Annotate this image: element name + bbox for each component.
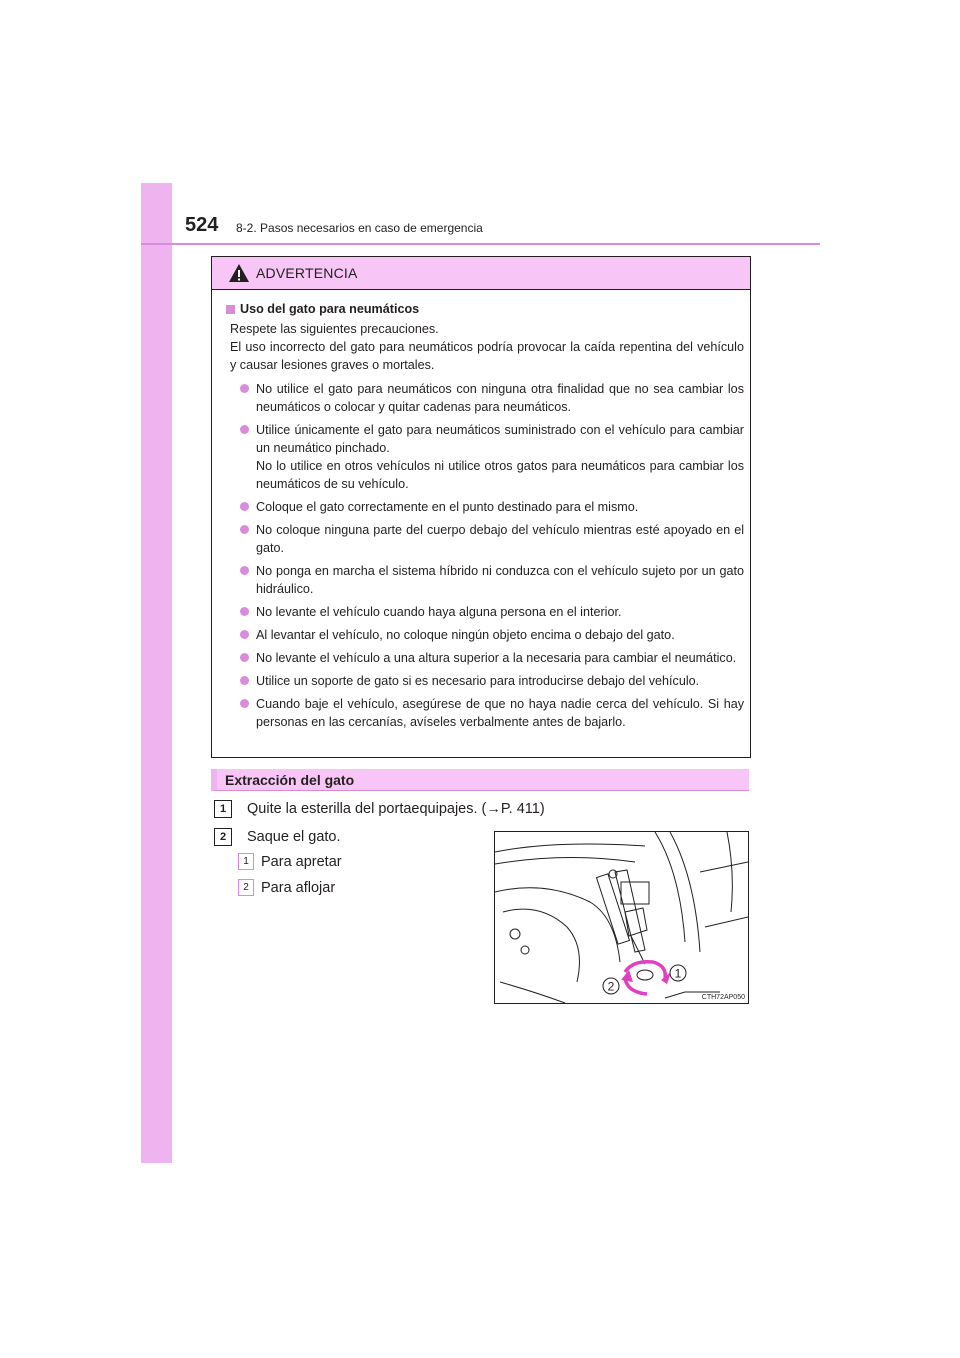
sub-step-text: Para aflojar: [261, 879, 336, 896]
list-item: No utilice el gato para neumáticos con ninguna otra finalidad que no sea cambiar los neumáticos o colocar y quitar cadenas para neumáticos.: [226, 380, 744, 416]
list-item: Utilice únicamente el gato para neumáticos suministrado con el vehículo para cambiar un neumático pinchado. No lo utilice en otros vehículos ni utilice otros gatos para neumáticos para cambiar los neumáticos de su vehículo.: [226, 421, 744, 493]
bullet-icon: [240, 676, 249, 685]
sub-step-number-box: 2: [238, 879, 254, 896]
bullet-icon: [240, 630, 249, 639]
warning-sub-heading-text: Uso del gato para neumáticos: [240, 302, 420, 316]
warning-intro-line-1: Respete las siguientes precauciones.: [230, 322, 439, 336]
list-item: Utilice un soporte de gato si es necesario para introducirse debajo del vehículo.: [226, 672, 744, 690]
header-rule: [141, 243, 820, 245]
warning-sub-heading: [226, 300, 744, 318]
list-item: No levante el vehículo a una altura superior a la necesaria para cambiar el neumático.: [226, 649, 744, 667]
bullet-icon: [240, 653, 249, 662]
sub-step-1: [238, 853, 342, 870]
callout-1: 1: [674, 966, 682, 981]
list-item: Al levantar el vehículo, no coloque ningún objeto encima o debajo del gato.: [226, 626, 744, 644]
bullet-icon: [240, 607, 249, 616]
warning-triangle-icon: [228, 263, 250, 283]
step-text: Saque el gato.: [247, 829, 341, 845]
subsection-title: Extracción del gato: [225, 771, 355, 788]
warning-header: [212, 257, 750, 290]
step-1: [214, 800, 545, 818]
page-number: 524: [185, 214, 219, 236]
bullet-icon: [240, 699, 249, 708]
list-item: Coloque el gato correctamente en el punto destinado para el mismo.: [226, 498, 744, 516]
section-title: 8-2. Pasos necesarios en caso de emergencia: [236, 221, 483, 235]
warning-title: ADVERTENCIA: [256, 265, 358, 281]
sub-step-text: Para apretar: [261, 853, 342, 870]
subsection-header: [211, 769, 749, 791]
sub-step-2: [238, 879, 335, 896]
list-item: Cuando baje el vehículo, asegúrese de que no haya nadie cerca del vehículo. Si hay personas en las cercanías, avíseles verbalmente antes de bajarlo.: [226, 695, 744, 731]
step-number-box: 2: [214, 828, 232, 846]
bullet-icon: [240, 525, 249, 534]
step-2: [214, 828, 341, 846]
bullet-icon: [240, 425, 249, 434]
bullet-icon: [240, 566, 249, 575]
square-bullet-icon: [226, 305, 235, 314]
warning-intro: [230, 320, 744, 374]
callout-2: 2: [607, 979, 615, 994]
list-item: No levante el vehículo cuando haya alguna persona en el interior.: [226, 603, 744, 621]
list-item: No ponga en marcha el sistema híbrido ni conduzca con el vehículo sujeto por un gato hidráulico.: [226, 562, 744, 598]
illustration-code: CTH72AP050: [701, 994, 745, 1001]
step-number-box: 1: [214, 800, 232, 818]
warning-intro-line-2: El uso incorrecto del gato para neumáticos podría provocar la caída repentina del vehículo y causar lesiones graves o mortales.: [230, 340, 744, 372]
warning-box: [211, 256, 751, 758]
warning-list: [226, 380, 744, 731]
bullet-icon: [240, 502, 249, 511]
bullet-icon: [240, 384, 249, 393]
step-text: Quite la esterilla del portaequipajes. (→P. 411): [247, 801, 545, 817]
list-item: No coloque ninguna parte del cuerpo debajo del vehículo mientras esté apoyado en el gato.: [226, 521, 744, 557]
jack-illustration: [494, 831, 749, 1004]
sub-step-number-box: 1: [238, 853, 254, 870]
sidebar-tab: [141, 183, 172, 1163]
jack-drawing: [495, 832, 748, 1003]
warning-body: [212, 290, 750, 731]
